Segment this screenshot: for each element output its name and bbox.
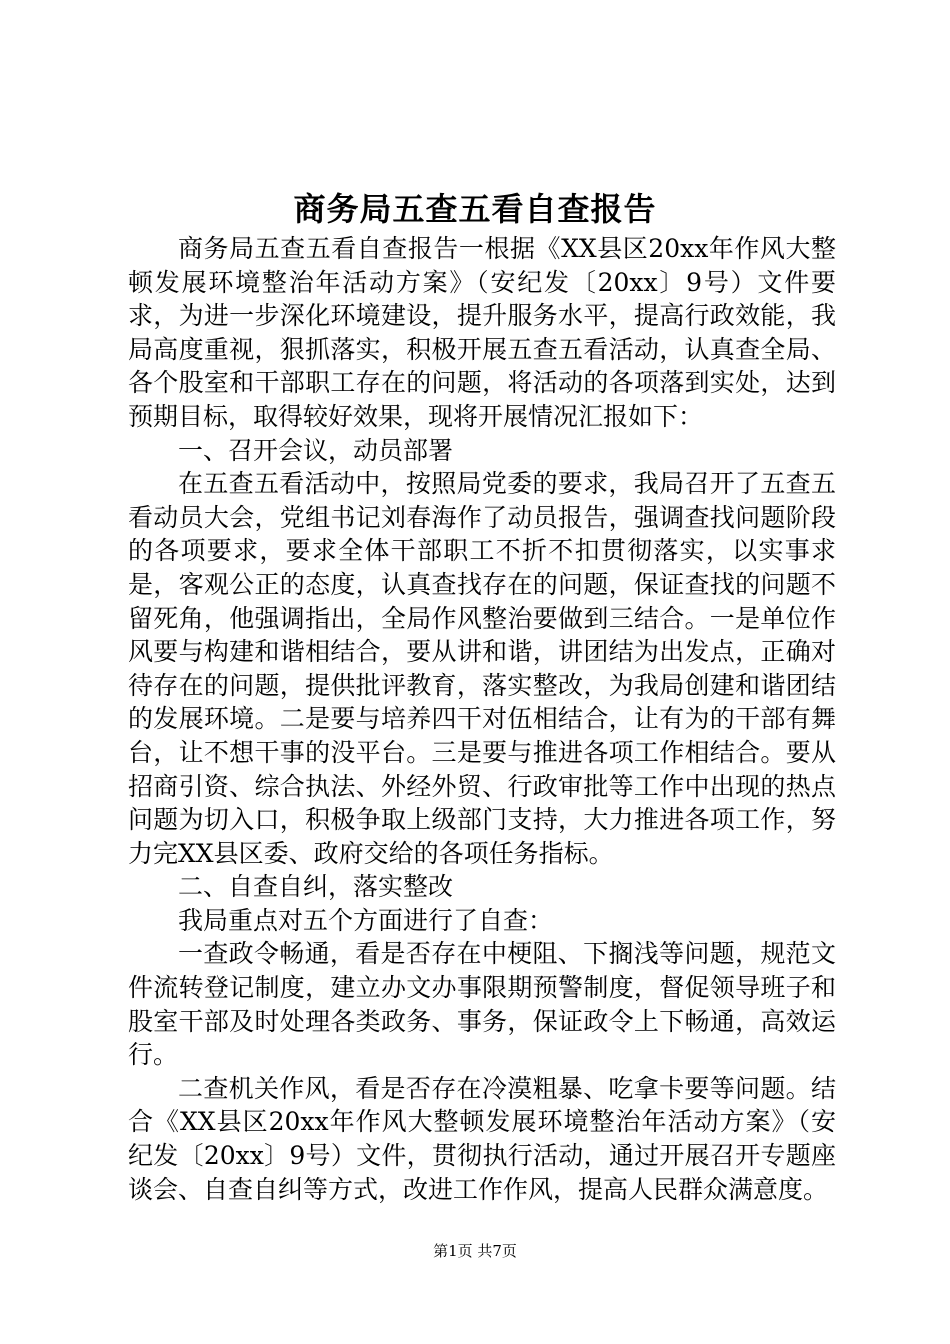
paragraph-meeting: 在五查五看活动中，按照局党委的要求，我局召开了五查五看动员大会，党组书记刘春海作了动员报告，强调查找问题阶段的各项要求，要求全体干部职工不折不扣贯彻落实，以实事求是，客观公正的态度，认真查找存在的问题，保证查找的问题不留死角，他强调指出，全局作风整治要做到三结合。一是单位作风要与构建和谐相结合，要从讲和谐，讲团结为出发点，正确对待存在的问题，提供批评教育，落实整改，为我局创建和谐团结的发展环境。二是要与培养四干对伍相结合，让有为的干部有舞台，让不想干事的没平台。三是要与推进各项工作相结合。要从招商引资、综合执法、外经外贸、行政审批等工作中出现的热点问题为切入口，积极争取上级部门支持，大力推进各项工作，努力完XX县区委、政府交给的各项任务指标。	[128, 469, 836, 868]
section-heading-2: 二、自查自纠，落实整改	[178, 872, 454, 902]
page-footer: 第1页 共7页	[433, 1242, 517, 1260]
document-body	[128, 232, 836, 1206]
paragraph-intro: 商务局五查五看自查报告一根据《XX县区20xx年作风大整顿发展环境整治年活动方案》（安纪发〔20xx〕9号）文件要求，为进一步深化环境建设，提升服务水平，提高行政效能，我局高度重视，狠抓落实，积极开展五查五看活动，认真查全局、各个股室和干部职工存在的问题，将活动的各项落到实处，达到预期目标，取得较好效果，现将开展情况汇报如下：	[128, 234, 836, 431]
section-heading-1: 一、召开会议，动员部署	[178, 435, 454, 465]
paragraph-check-2: 二查机关作风，看是否存在冷漠粗暴、吃拿卡要等问题。结合《XX县区20xx年作风大整顿发展环境整治年活动方案》（安纪发〔20xx〕9号）文件，贯彻执行活动，通过开展召开专题座谈会、自查自纠等方式，改进工作作风，提高人民群众满意度。	[128, 1073, 836, 1204]
paragraph-check-1: 一查政令畅通，看是否存在中梗阻、下搁浅等问题，规范文件流转登记制度，建立办文办事限期预警制度，督促领导班子和股室干部及时处理各类政务、事务，保证政令上下畅通，高效运行。	[128, 939, 836, 1070]
paragraph-self-check: 我局重点对五个方面进行了自查：	[178, 905, 554, 935]
document-title: 商务局五查五看自查报告	[293, 190, 657, 228]
